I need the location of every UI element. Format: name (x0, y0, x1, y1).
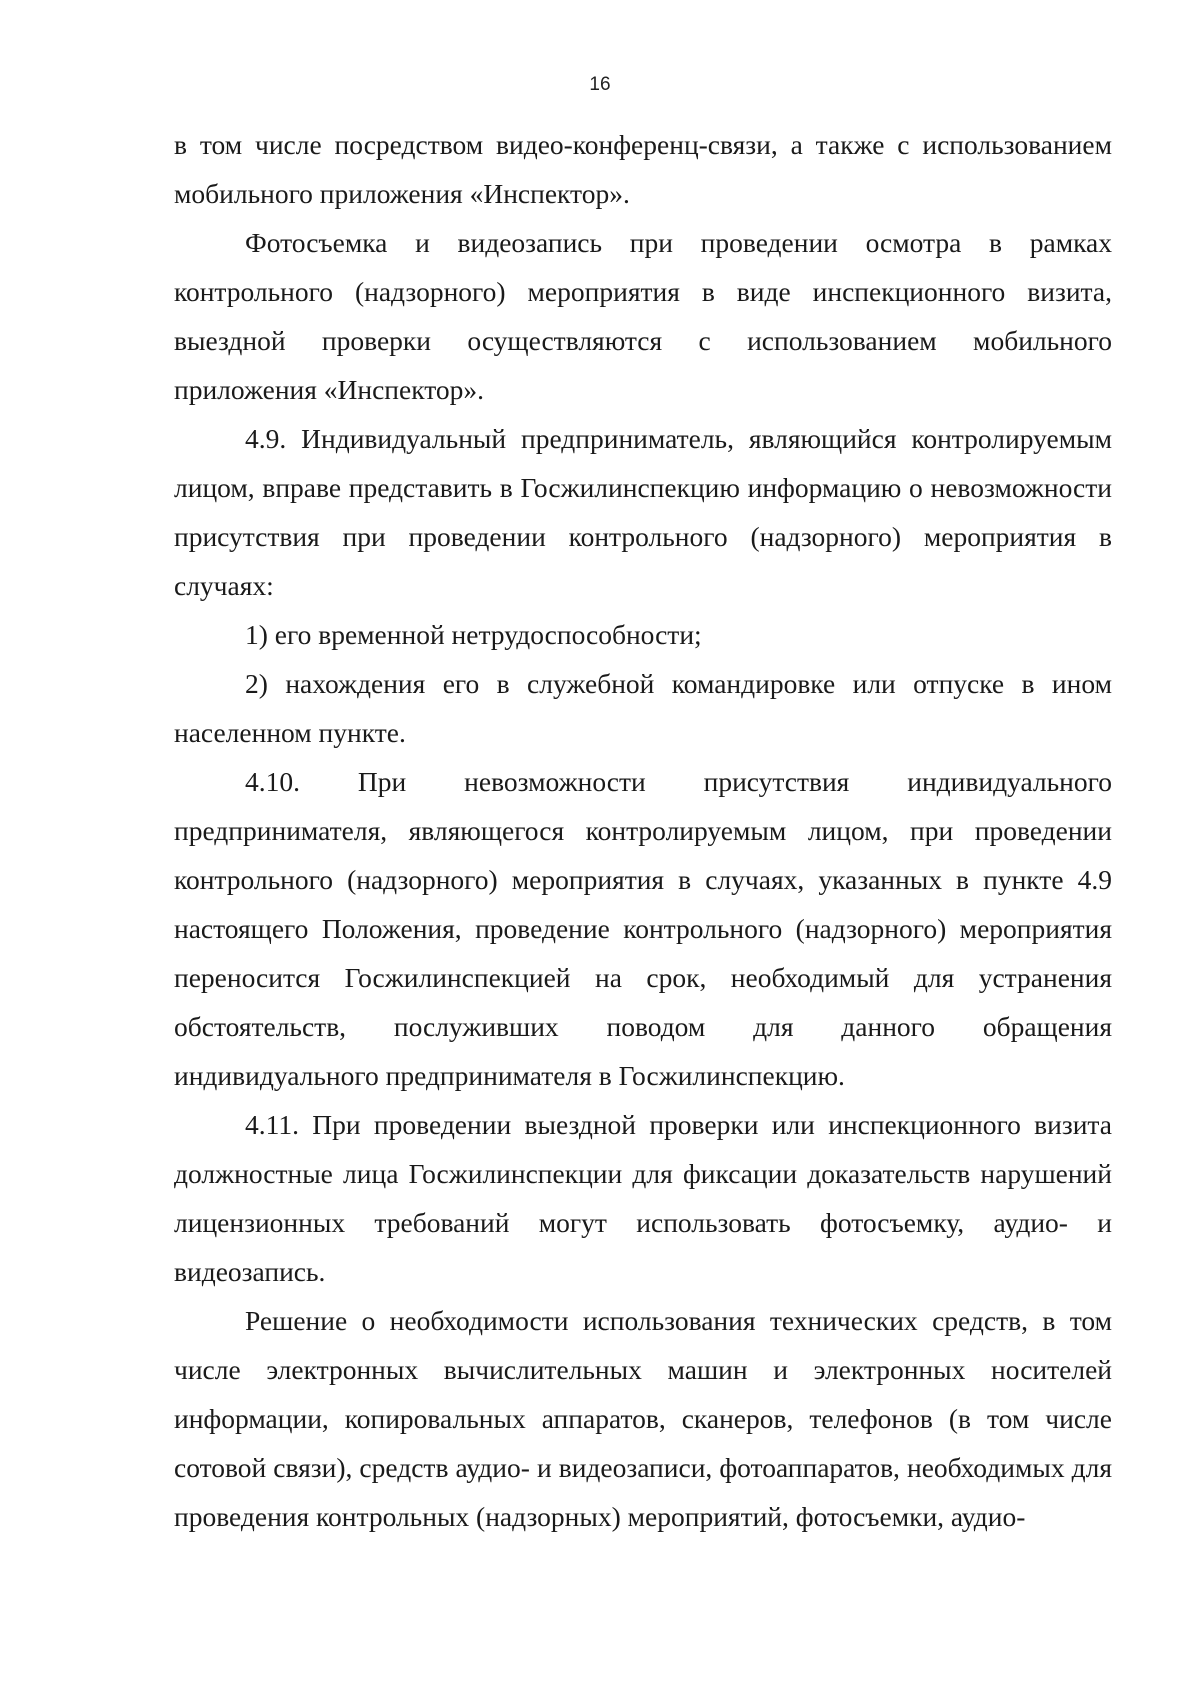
list-item-2: 2) нахождения его в служебной командировке или отпуске в ином населенном пункте. (174, 668, 1112, 748)
paragraph-technical-means: Решение о необходимости использования технических средств, в том числе электронных вычислительных машин и электронных носителей информации, копировальных аппаратов, сканеров, телефонов (в том числе сотовой связи), средств аудио- и видеозаписи, фотоаппаратов, необходимых для проведения контрольных (надзорных) мероприятий, фотосъемки, аудио- (174, 1305, 1112, 1532)
list-item-1: 1) его временной нетрудоспособности; (245, 619, 702, 650)
paragraph-4-11: 4.11. При проведении выездной проверки или инспекционного визита должностные лица Госжилинспекции для фиксации доказательств нарушений лицензионных требований могут использовать фотосъемку, аудио- и видеозапись. (174, 1109, 1112, 1287)
page-number: 16 (589, 74, 611, 95)
paragraph-4-9: 4.9. Индивидуальный предприниматель, являющийся контролируемым лицом, вправе представить в Госжилинспекцию информацию о невозможности присутствия при проведении контрольного (надзорного) мероприятия в случаях: (174, 423, 1112, 601)
paragraph-4-10: 4.10. При невозможности присутствия индивидуального предпринимателя, являющегося контролируемым лицом, при проведении контрольного (надзорного) мероприятия в случаях, указанных в пункте 4.9 настоящего Положения, проведение контрольного (надзорного) мероприятия переносится Госжилинспекцией на срок, необходимый для устранения обстоятельств, послуживших поводом для данного обращения индивидуального предпринимателя в Госжилинспекцию. (174, 766, 1112, 1091)
paragraph-continuation: в том числе посредством видео-конференц-связи, а также с использованием мобильного приложения «Инспектор». (174, 129, 1112, 209)
document-body (174, 120, 1112, 1541)
paragraph-photo-video: Фотосъемка и видеозапись при проведении осмотра в рамках контрольного (надзорного) мероприятия в виде инспекционного визита, выездной проверки осуществляются с использованием мобильного приложения «Инспектор». (174, 227, 1112, 405)
